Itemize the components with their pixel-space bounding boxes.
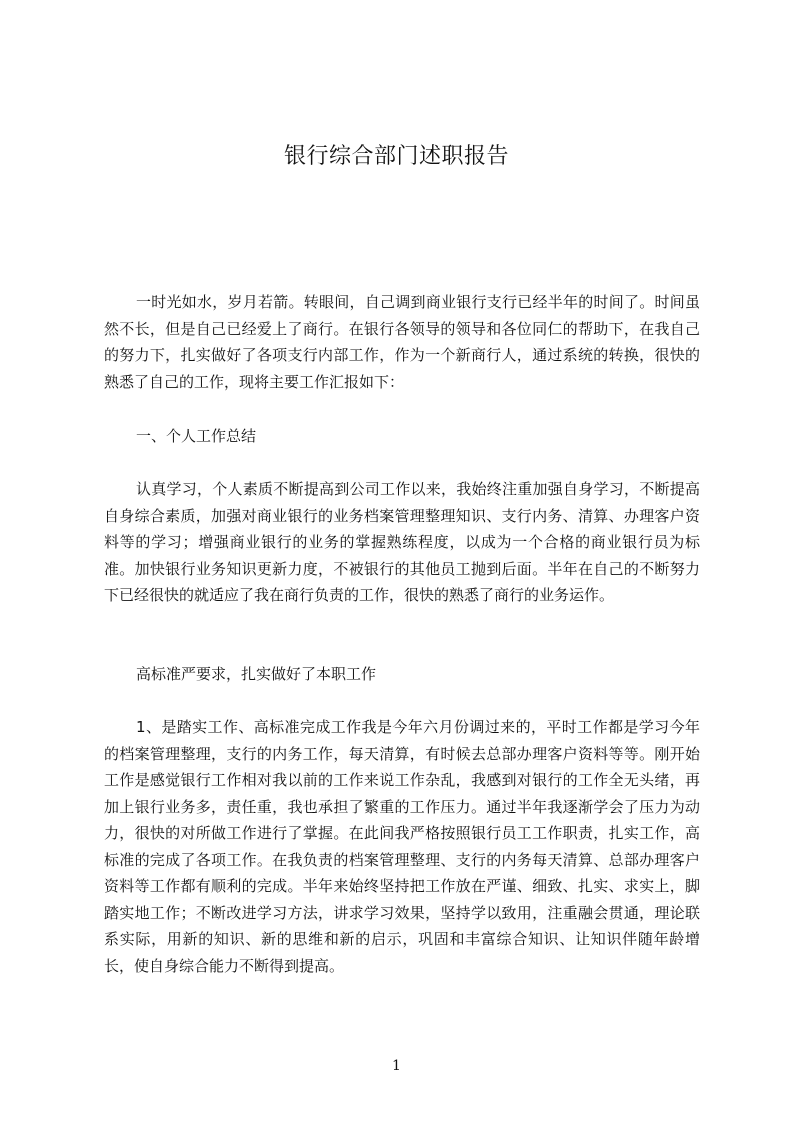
section-heading-high-standards: 高标准严要求，扎实做好了本职工作	[136, 665, 377, 683]
document-title: 银行综合部门述职报告	[283, 144, 509, 169]
section-heading-personal-summary: 一、个人工作总结	[136, 427, 257, 445]
page-number: 1	[392, 1058, 401, 1074]
study-paragraph: 认真学习，个人素质不断提高到公司工作以来，我始终注重加强自身学习，不断提高自身综合素质，加强对商业银行的业务档案管理整理知识、支行内务、清算、办理客户资料等的学习；增强商业银行的业务的掌握熟练程度，以成为一个合格的商业银行员为标准。加快银行业务知识更新力度，不被银行的其他员工抛到后面。半年在自己的不断努力下已经很快的就适应了我在商行负责的工作，很快的熟悉了商行的业务运作。	[104, 480, 700, 604]
intro-paragraph: 一时光如水，岁月若箭。转眼间，自己调到商业银行支行已经半年的时间了。时间虽然不长，但是自己已经爱上了商行。在银行各领导的领导和各位同仁的帮助下，在我自己的努力下，扎实做好了各项支行内部工作，作为一个新商行人，通过系统的转换，很快的熟悉了自己的工作，现将主要工作汇报如下：	[104, 293, 700, 391]
work-paragraph: 1、是踏实工作、高标准完成工作我是今年六月份调过来的，平时工作都是学习今年的档案管理整理，支行的内务工作，每天清算，有时候去总部办理客户资料等等。刚开始工作是感觉银行工作相对我以前的工作来说工作杂乱，我感到对银行的工作全无头绪，再加上银行业务多，责任重，我也承担了繁重的工作压力。通过半年我逐渐学会了压力为动力，很快的对所做工作进行了掌握。在此间我严格按照银行员工工作职责，扎实工作，高标准的完成了各项工作。在我负责的档案管理整理、支行的内务每天清算、总部办理客户资料等工作都有顺利的完成。半年来始终坚持把工作放在严谨、细致、扎实、求实上，脚踏实地工作；不断改进学习方法，讲求学习效果，坚持学以致用，注重融会贯通，理论联系实际，用新的知识、新的思维和新的启示，巩固和丰富综合知识、让知识伴随年龄增长，使自身综合能力不断得到提高。	[104, 718, 700, 975]
